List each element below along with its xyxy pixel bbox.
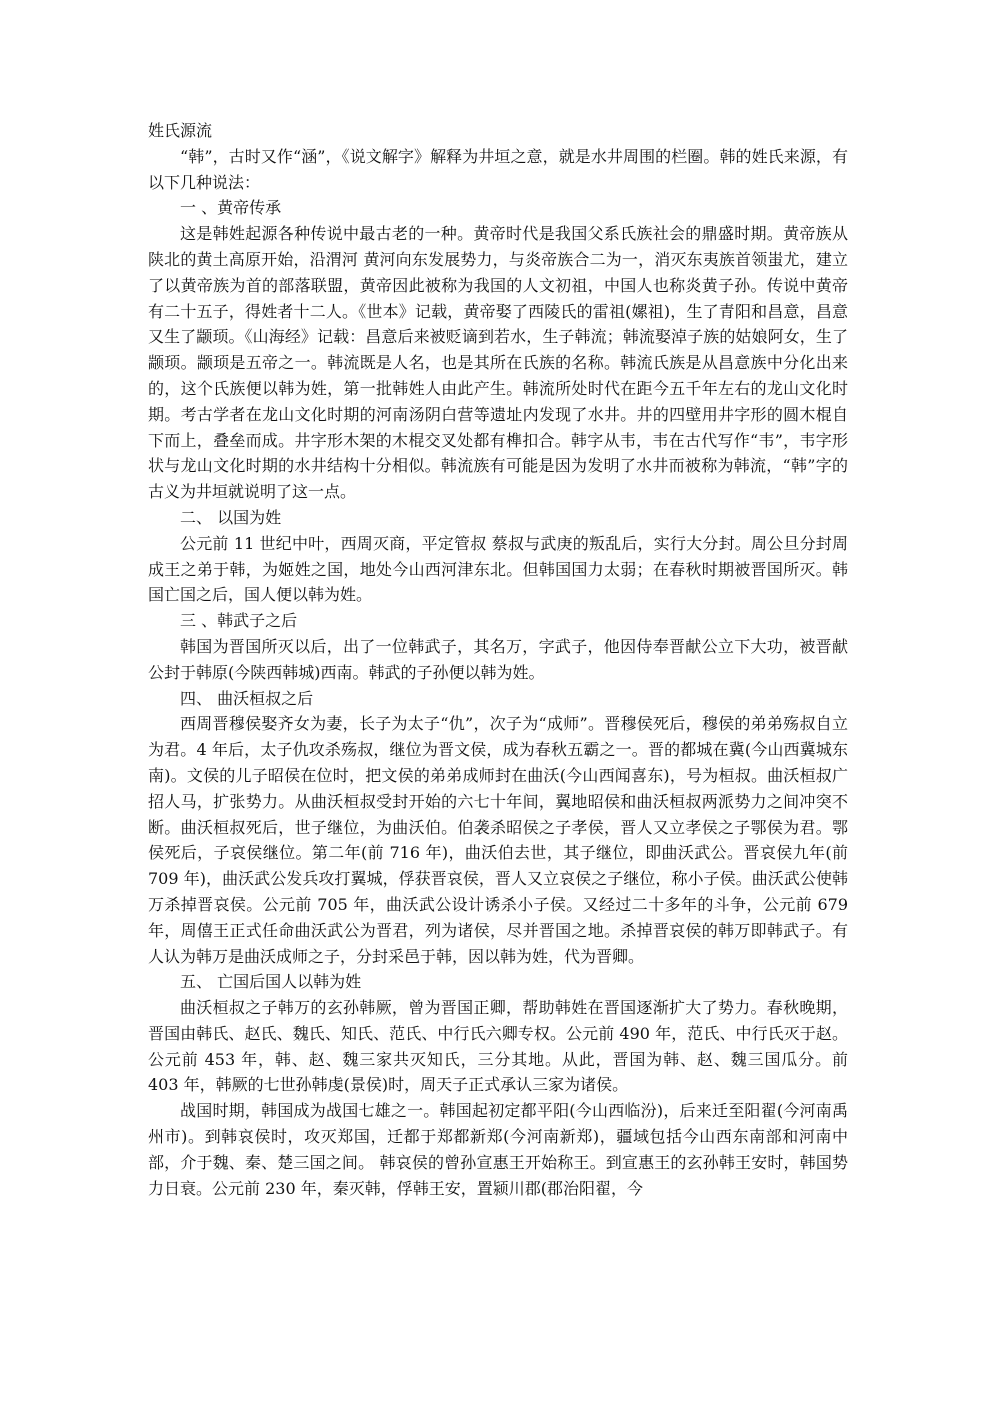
section-2-paragraph-1: 公元前 11 世纪中叶，西周灭商，平定管叔 蔡叔与武庚的叛乱后，实行大分封。周公旦分封周成王之弟于韩，为姬姓之国，地处今山西河津东北。但韩国国力太弱；在春秋时期被晋国所灭。韩国亡国之后，国人便以韩为姓。 [148,533,848,605]
section-heading-3: 三 、韩武子之后 [180,611,298,631]
section-heading-5: 五、 亡国后国人以韩为姓 [180,972,362,992]
section-5-paragraph-2: 战国时期，韩国成为战国七雄之一。韩国起初定都平阳(今山西临汾)，后来迁至阳翟(今河南禹州市)。到韩哀侯时，攻灭郑国，迁都于郑都新郑(今河南新郑)，疆域包括今山西东南部和河南中部，介于魏、秦、楚三国之间。 韩哀侯的曾孙宣惠王开始称王。到宣惠王的玄孙韩王安时，韩国势力日衰。公元前 230 年，秦灭韩，俘韩王安，置颍川郡(郡治阳翟，今 [148,1101,848,1198]
section-heading-2: 二、 以国为姓 [180,507,282,527]
section-heading-1: 一 、黄帝传承 [180,198,282,218]
intro-paragraph: “韩”，古时又作“涵”，《说文解字》解释为井垣之意，就是水井周围的栏圈。韩的姓氏来源，有以下几种说法： [148,146,848,192]
section-heading-4: 四、 曲沃桓叔之后 [180,688,314,708]
section-4-paragraph-1: 西周晋穆侯娶齐女为妻，长子为太子“仇”，次子为“成师”。晋穆侯死后，穆侯的弟弟殇叔自立为君。4 年后，太子仇攻杀殇叔，继位为晋文侯，成为春秋五霸之一。晋的都城在冀(今山西冀城东南)。文侯的儿子昭侯在位时，把文侯的弟弟成师封在曲沃(今山西闻喜东)，号为桓叔。曲沃桓叔广招人马，扩张势力。从曲沃桓叔受封开始的六七十年间，翼地昭侯和曲沃桓叔两派势力之间冲突不断。曲沃桓叔死后，世子继位，为曲沃伯。伯袭杀昭侯之子孝侯，晋人又立孝侯之子鄂侯为君。鄂侯死后，子哀侯继位。第二年(前 716 年)，曲沃伯去世，其子继位，即曲沃武公。晋哀侯九年(前 709 年)，曲沃武公发兵攻打翼城，俘获晋哀侯，晋人又立哀侯之子继位，称小子侯。曲沃武公使韩万杀掉晋哀侯。公元前 705 年，曲沃武公设计诱杀小子侯。又经过二十多年的斗争，公元前 679 年，周僖王正式任命曲沃武公为晋君，列为诸侯，尽并晋国之地。杀掉晋哀侯的韩万即韩武子。有人认为韩万是曲沃成师之子，分封采邑于韩，因以韩为姓，代为晋卿。 [148,714,848,966]
document-title: 姓氏源流 [148,121,213,140]
document-page [148,118,848,1201]
section-3-paragraph-1: 韩国为晋国所灭以后，出了一位韩武子，其名万，字武子，他因侍奉晋献公立下大功，被晋献公封于韩原(今陕西韩城)西南。韩武的子孙便以韩为姓。 [148,636,848,682]
section-5-paragraph-1: 曲沃桓叔之子韩万的玄孙韩厥，曾为晋国正卿，帮助韩姓在晋国逐渐扩大了势力。春秋晚期，晋国由韩氏、赵氏、魏氏、知氏、范氏、中行氏六卿专权。公元前 490 年，范氏、中行氏灭于赵。公元前 453 年，韩、赵、魏三家共灭知氏，三分其地。从此，晋国为韩、赵、魏三国瓜分。前 403 年，韩厥的七世孙韩虔(景侯)时，周天子正式承认三家为诸侯。 [148,998,848,1095]
section-1-paragraph-1: 这是韩姓起源各种传说中最古老的一种。黄帝时代是我国父系氏族社会的鼎盛时期。黄帝族从陕北的黄土高原开始，沿渭河 黄河向东发展势力，与炎帝族合二为一，消灭东夷族首领蚩尤，建立了以黄帝族为首的部落联盟，黄帝因此被称为我国的人文初祖，中国人也称炎黄子孙。传说中黄帝有二十五子，得姓者十二人。《世本》记载，黄帝娶了西陵氏的雷祖(嫘祖)，生了青阳和昌意，昌意又生了颛顼。《山海经》记载：昌意后来被贬谪到若水，生子韩流；韩流娶淖子族的姑娘阿女，生了颛顼。颛顼是五帝之一。韩流既是人名，也是其所在氏族的名称。韩流氏族是从昌意族中分化出来的，这个氏族便以韩为姓，第一批韩姓人由此产生。韩流所处时代在距今五千年左右的龙山文化时期。考古学者在龙山文化时期的河南汤阴白营等遗址内发现了水井。井的四壁用井字形的圆木棍自下而上，叠垒而成。井字形木架的木棍交叉处都有榫扣合。韩字从韦，韦在古代写作“韦”，韦字形状与龙山文化时期的水井结构十分相似。韩流族有可能是因为发明了水井而被称为韩流，“韩”字的古义为井垣就说明了这一点。 [148,224,848,502]
